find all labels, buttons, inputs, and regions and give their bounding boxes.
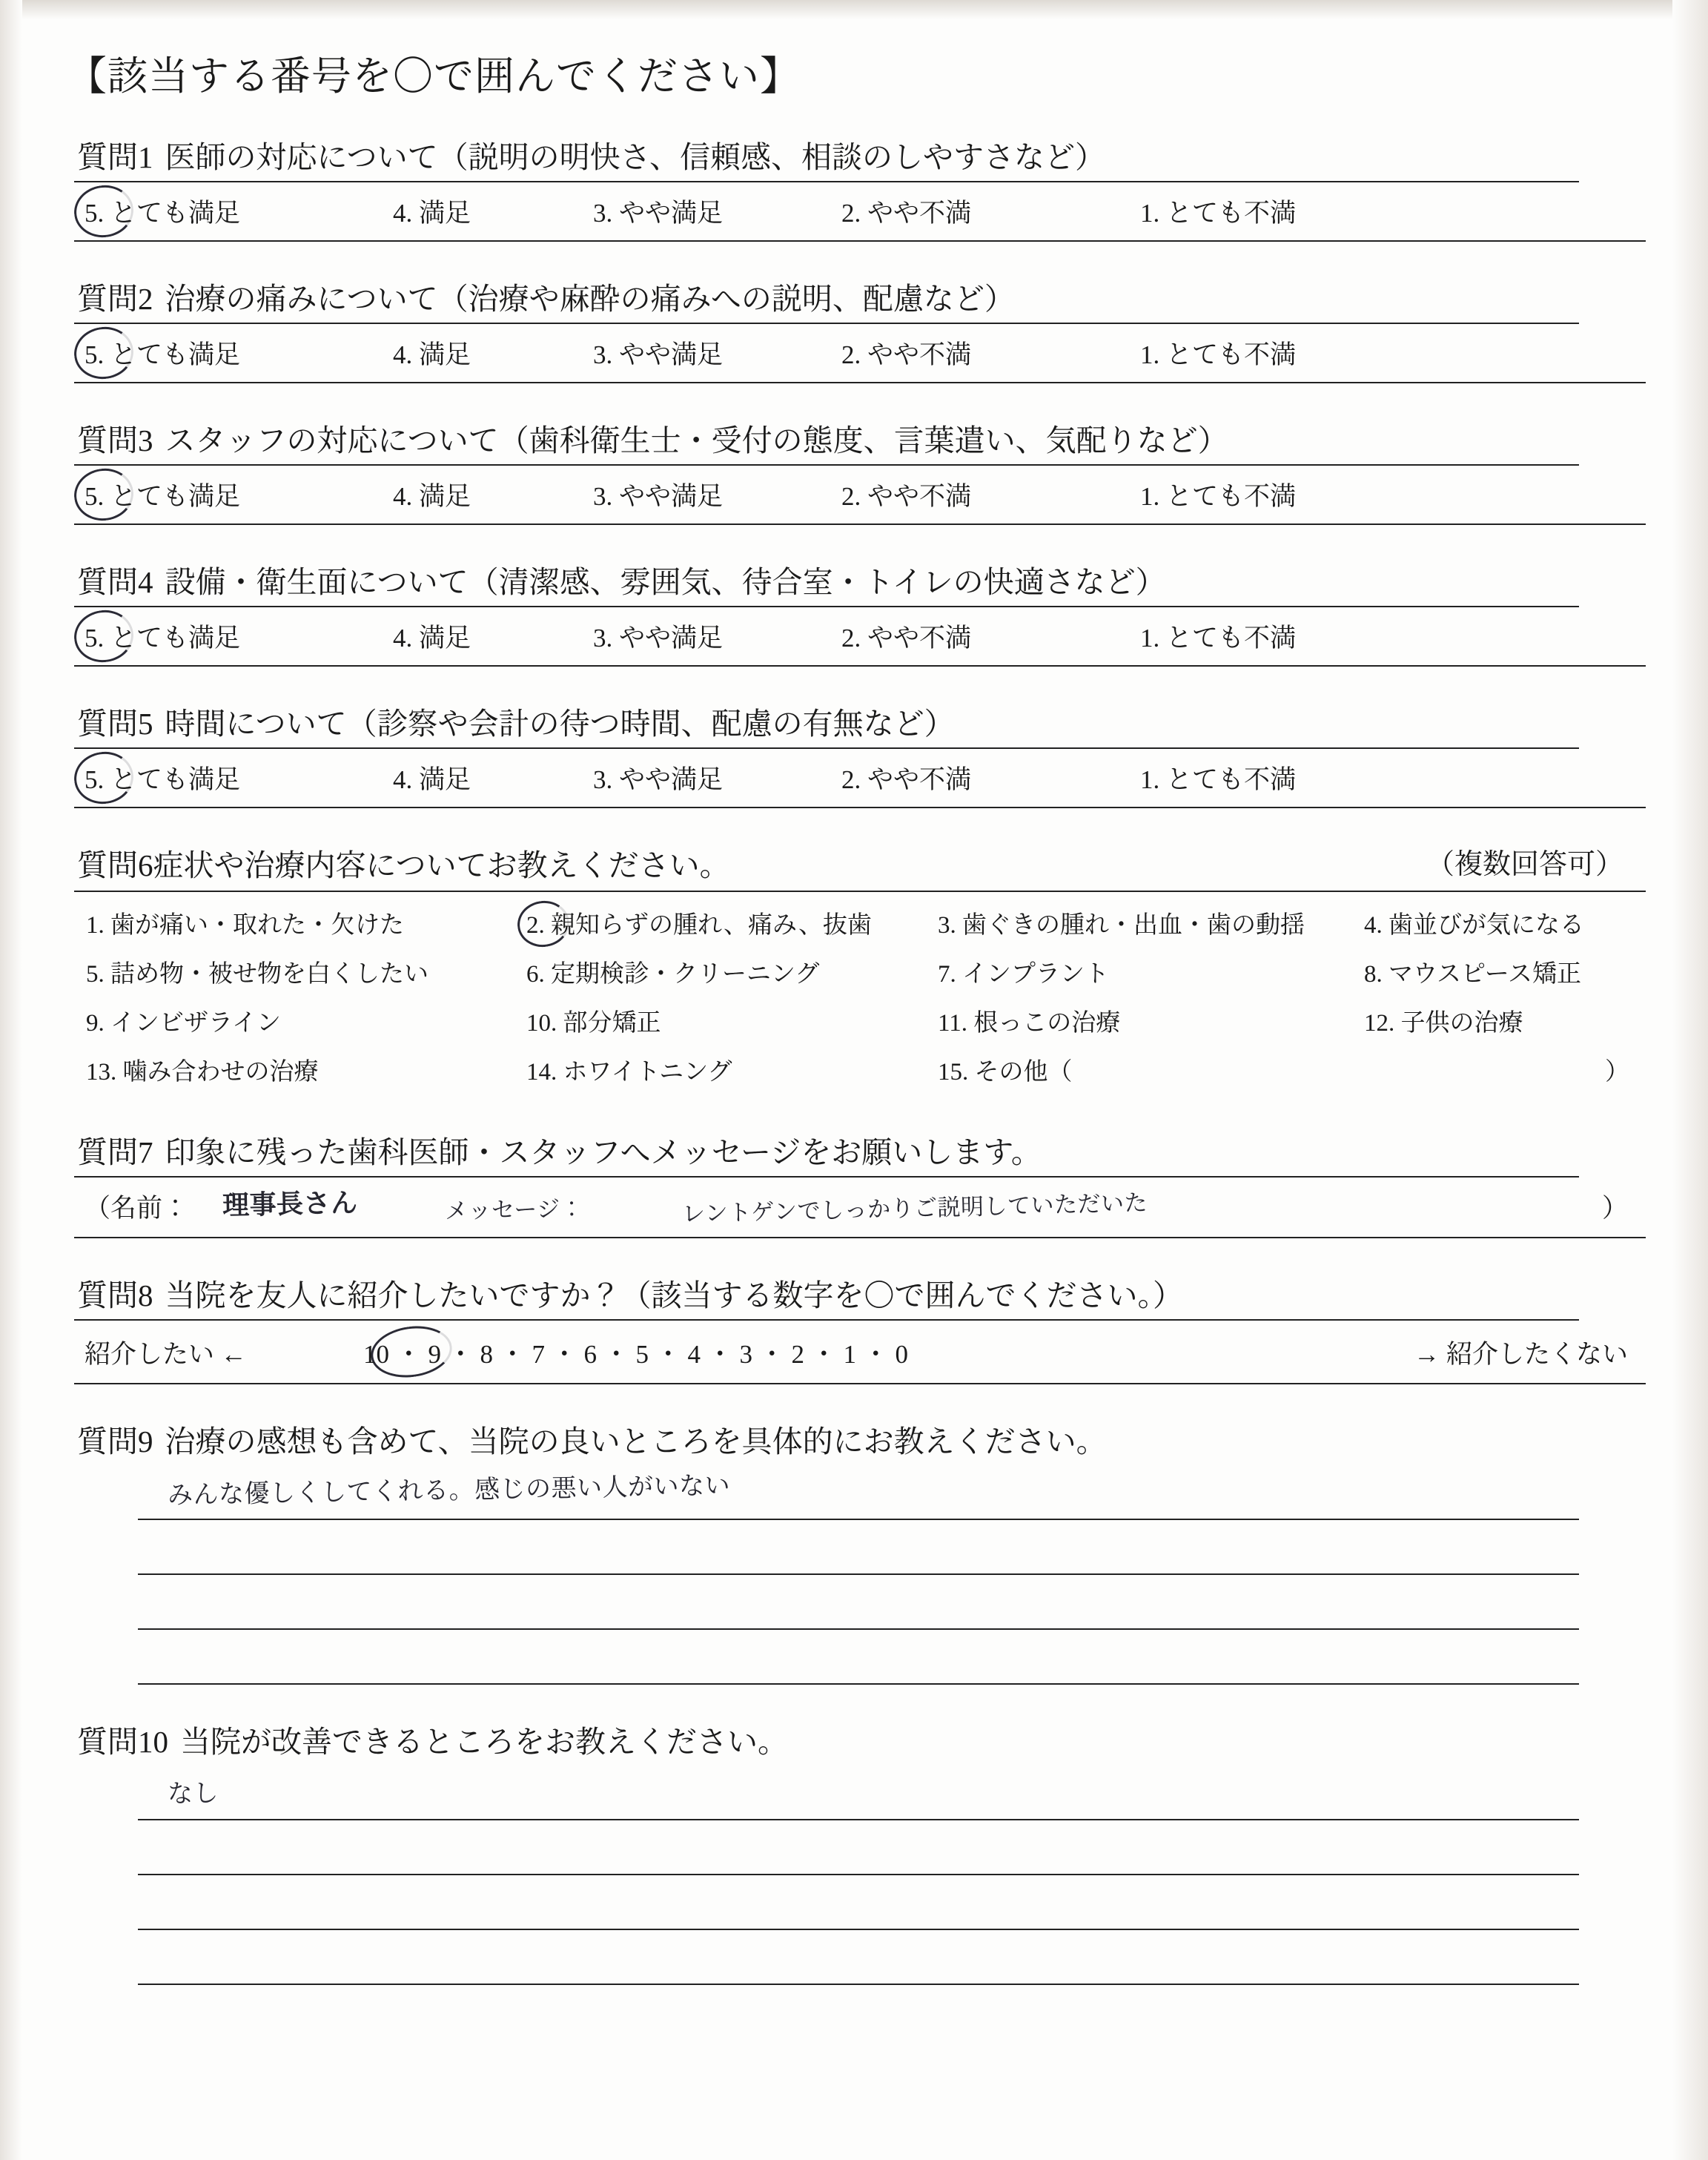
spacer: [67, 532, 1646, 558]
spacer: [67, 1692, 1646, 1717]
question-block-10: [67, 1717, 1646, 1985]
question-5-number: 質問5: [77, 707, 153, 741]
question-5-heading: [67, 699, 1646, 743]
spacer: [67, 1246, 1646, 1271]
question-9-answer-value: みんな優しくしてくれる。感じの悪い人がいない: [167, 1470, 731, 1510]
question-9-number: 質問9: [77, 1424, 153, 1459]
question-9-answer-lines: [74, 1465, 1646, 1685]
question-2-option-3[interactable]: 3. やや満足: [593, 340, 724, 369]
question-4-option-1[interactable]: 1. とても不満: [1140, 624, 1297, 653]
question-2-option-1[interactable]: 1. とても不満: [1140, 340, 1297, 369]
question-5-option-1[interactable]: 1. とても不満: [1140, 765, 1297, 794]
spacer: [67, 249, 1646, 274]
question-2-option-2[interactable]: 2. やや不満: [841, 340, 972, 369]
question-6-row: [74, 948, 1646, 997]
question-7-answer-line[interactable]: [74, 1178, 1646, 1238]
question-2-option-4[interactable]: 4. 満足: [393, 340, 471, 369]
question-1-text: 医師の対応について（説明の明快さ、信頼感、相談のしやすさなど）: [165, 140, 1106, 174]
question-9-answer-line-1[interactable]: [138, 1465, 1579, 1520]
question-4-option-3[interactable]: 3. やや満足: [593, 624, 724, 653]
question-8-right-label: → 紹介したくない: [1414, 1340, 1628, 1369]
question-5-option-2[interactable]: 2. やや不満: [841, 765, 972, 794]
question-10-answer-line-4[interactable]: [138, 1930, 1579, 1985]
question-3-option-4[interactable]: 4. 満足: [393, 482, 471, 511]
question-7-name-value: 理事長さん: [222, 1188, 358, 1221]
question-3-option-5[interactable]: 5. とても満足: [85, 482, 241, 511]
question-6-option-10[interactable]: 10. 部分矯正: [526, 1010, 661, 1037]
question-6-row: [74, 1046, 1646, 1095]
question-4-text: 設備・衛生面について（清潔感、雰囲気、待合室・トイレの快適さなど）: [165, 565, 1166, 599]
question-6-option-6[interactable]: 6. 定期検診・クリーニング: [526, 961, 820, 988]
form-title: 【該当する番号を〇で囲んでください】: [67, 54, 801, 99]
question-1-option-1[interactable]: 1. とても不満: [1140, 199, 1297, 228]
question-block-5: [67, 699, 1646, 808]
scan-edge-left: [0, 0, 22, 2160]
question-6-option-5[interactable]: 5. 詰め物・被せ物を白くしたい: [86, 961, 428, 988]
question-3-text: スタッフの対応について（歯科衛生士・受付の態度、言葉遣い、気配りなど）: [165, 423, 1228, 458]
question-9-answer-line-3[interactable]: [138, 1575, 1579, 1630]
question-6-option-7[interactable]: 7. インプラント: [938, 961, 1109, 988]
question-6-row: [74, 899, 1646, 948]
question-6-text: 症状や治療内容についてお教えください。: [153, 848, 730, 882]
question-10-heading: [67, 1717, 1646, 1761]
question-1-option-5[interactable]: 5. とても満足: [85, 199, 241, 228]
question-10-number: 質問10: [77, 1725, 168, 1759]
question-block-3: [67, 416, 1646, 525]
form-content: [67, 44, 1646, 1992]
question-5-option-4[interactable]: 4. 満足: [393, 765, 471, 794]
scan-edge-top: [0, 0, 1708, 19]
question-6-number: 質問6: [77, 848, 153, 882]
question-3-number: 質問3: [77, 423, 153, 458]
question-8-number: 質問8: [77, 1278, 153, 1312]
spacer: [67, 391, 1646, 416]
question-6-option-15[interactable]: 15. その他（: [938, 1059, 1073, 1086]
question-block-9: [67, 1417, 1646, 1685]
question-1-option-3[interactable]: 3. やや満足: [593, 199, 724, 228]
question-3-option-2[interactable]: 2. やや不満: [841, 482, 972, 511]
question-4-heading: [67, 558, 1646, 601]
question-6-option-1[interactable]: 1. 歯が痛い・取れた・欠けた: [86, 912, 404, 939]
question-6-row: [74, 997, 1646, 1046]
question-6-multi-note: （複数回答可）: [1426, 849, 1623, 880]
question-2-text: 治療の痛みについて（治療や麻酔の痛みへの説明、配慮など）: [165, 282, 1015, 316]
question-7-close-paren: ）: [1601, 1194, 1628, 1223]
question-5-option-5[interactable]: 5. とても満足: [85, 765, 241, 794]
question-7-name-label: （名前：: [85, 1194, 189, 1223]
question-5-text: 時間について（診察や会計の待つ時間、配慮の有無など）: [165, 707, 955, 741]
spacer: [67, 1103, 1646, 1128]
question-4-option-5[interactable]: 5. とても満足: [85, 624, 241, 653]
question-3-scale: [74, 466, 1646, 525]
question-1-option-2[interactable]: 2. やや不満: [841, 199, 972, 228]
question-4-number: 質問4: [77, 565, 153, 599]
question-block-4: [67, 558, 1646, 667]
scan-edge-right: [1672, 0, 1708, 2160]
question-6-option-12[interactable]: 12. 子供の治療: [1364, 1010, 1523, 1037]
question-8-nps-scale[interactable]: [74, 1321, 1646, 1384]
question-10-answer-value: なし: [167, 1778, 219, 1809]
question-9-text: 治療の感想も含めて、当院の良いところを具体的にお教えください。: [165, 1424, 1107, 1459]
question-7-message-value: レントゲンでしっかりご説明していただいた: [681, 1189, 1148, 1228]
question-7-text: 印象に残った歯科医師・スタッフへメッセージをお願いします。: [165, 1135, 1042, 1169]
question-6-option-3[interactable]: 3. 歯ぐきの腫れ・出血・歯の動揺: [938, 912, 1305, 939]
question-3-option-3[interactable]: 3. やや満足: [593, 482, 724, 511]
question-7-message-label: メッセージ：: [444, 1195, 584, 1225]
question-1-option-4[interactable]: 4. 満足: [393, 199, 471, 228]
question-2-option-5[interactable]: 5. とても満足: [85, 340, 241, 369]
question-10-answer-line-2[interactable]: [138, 1820, 1579, 1875]
question-6-option-11[interactable]: 11. 根っこの治療: [938, 1010, 1121, 1037]
question-5-scale: [74, 749, 1646, 808]
question-6-option-14[interactable]: 14. ホワイトニング: [526, 1059, 732, 1086]
question-10-answer-line-3[interactable]: [138, 1875, 1579, 1930]
question-4-option-2[interactable]: 2. やや不満: [841, 624, 972, 653]
question-7-heading: [67, 1128, 1646, 1172]
question-1-scale: [74, 182, 1646, 242]
question-block-7: [67, 1128, 1646, 1238]
question-8-text: 当院を友人に紹介したいですか？（該当する数字を〇で囲んでください。）: [165, 1278, 1183, 1312]
spacer: [67, 674, 1646, 699]
spacer: [67, 1392, 1646, 1417]
question-2-heading: [67, 274, 1646, 318]
question-6-other-close-paren: ）: [1605, 1059, 1629, 1086]
question-3-heading: [67, 416, 1646, 460]
question-9-answer-line-4[interactable]: [138, 1630, 1579, 1685]
question-5-option-3[interactable]: 3. やや満足: [593, 765, 724, 794]
question-block-6: [67, 841, 1646, 1095]
question-6-option-2[interactable]: 2. 親知らずの腫れ、痛み、抜歯: [526, 912, 872, 939]
spacer: [67, 816, 1646, 841]
question-10-answer-line-1[interactable]: [138, 1766, 1579, 1820]
question-8-left-label: 紹介したい ←: [85, 1340, 247, 1369]
question-9-heading: [67, 1417, 1646, 1461]
question-8-heading: [67, 1271, 1646, 1315]
question-6-option-9[interactable]: 9. インビザライン: [86, 1010, 282, 1037]
question-1-heading: [67, 133, 1646, 176]
question-6-option-8[interactable]: 8. マウスピース矯正: [1364, 961, 1582, 988]
question-1-number: 質問1: [77, 140, 153, 174]
question-block-8: [67, 1271, 1646, 1384]
question-10-answer-lines: [74, 1766, 1646, 1985]
question-2-scale: [74, 324, 1646, 383]
question-6-option-13[interactable]: 13. 噛み合わせの治療: [86, 1059, 319, 1086]
question-block-2: [67, 274, 1646, 383]
question-2-number: 質問2: [77, 282, 153, 316]
question-7-number: 質問7: [77, 1135, 153, 1169]
question-6-heading: [67, 841, 1646, 885]
question-8-scale-values[interactable]: 10 ・ 9 ・ 8 ・ 7 ・ 6 ・ 5 ・ 4 ・ 3 ・ 2 ・ 1 ・ 0: [363, 1340, 909, 1369]
question-3-option-1[interactable]: 1. とても不満: [1140, 482, 1297, 511]
question-9-answer-line-2[interactable]: [138, 1520, 1579, 1575]
question-4-option-4[interactable]: 4. 満足: [393, 624, 471, 653]
question-4-scale: [74, 607, 1646, 667]
question-6-options-grid: [74, 891, 1646, 1095]
question-6-option-4[interactable]: 4. 歯並びが気になる: [1364, 912, 1584, 939]
question-10-text: 当院が改善できるところをお教えください。: [180, 1725, 788, 1759]
question-block-1: [67, 133, 1646, 242]
